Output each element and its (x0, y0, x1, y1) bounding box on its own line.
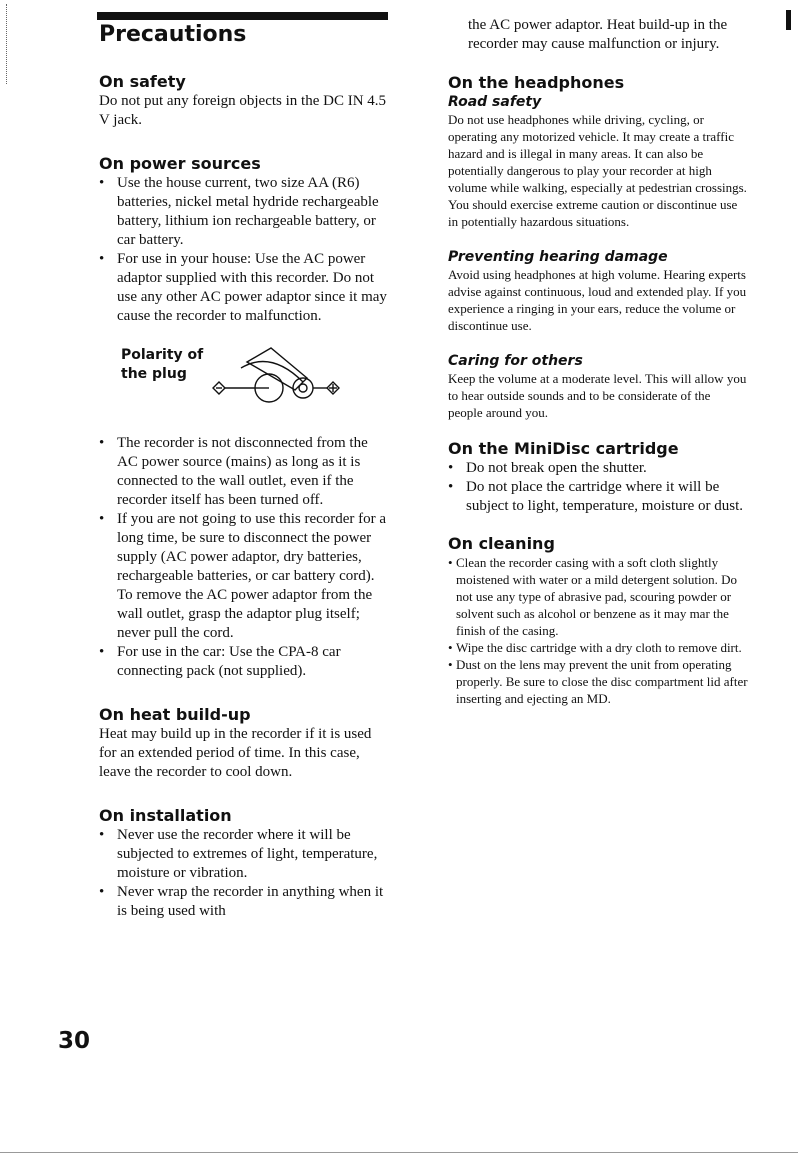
section-installation (99, 806, 391, 921)
page-title: Precautions (99, 22, 247, 47)
binding-dots (6, 4, 9, 84)
header-rule (97, 12, 388, 20)
list-item: • Clean the recorder casing with a soft cloth slightly moistened with water or a mild detergent solution. Do not use any type of abrasive pad, scouring powder or solvent such as alcohol or benzene as it may mar the finish of the casing. (448, 554, 748, 639)
section-heat (99, 705, 391, 782)
heat-text: Heat may build up in the recorder if it is used for an extended period of time. In this case, leave the recorder to cool down. (99, 726, 372, 780)
hearing-heading: Preventing hearing damage (448, 249, 668, 265)
edge-mark (786, 10, 791, 30)
list-item: • Wipe the disc cartridge with a dry cloth to remove dirt. (448, 639, 748, 656)
polarity-diagram (99, 346, 391, 416)
bottom-rule (0, 1152, 798, 1153)
list-item: • If you are not going to use this recorder for a long time, be sure to disconnect the power supply (AC power adaptor, dry batteries, rechargeable batteries, or car battery cord). To remove the AC power adaptor from the wall outlet, grasp the adaptor plug itself; never pull the cord. (99, 510, 391, 643)
section-power (99, 154, 391, 681)
hearing-text: Avoid using headphones at high volume. Hearing experts advise against continuous, loud and extended play. If you experience a ringing in your ears, reduce the volume or discontinue use. (448, 267, 747, 333)
minidisc-list (448, 459, 748, 516)
section-cleaning (448, 534, 748, 707)
section-minidisc (448, 439, 748, 516)
list-item: • For use in your house: Use the AC power adaptor supplied with this recorder. Do not use any other AC power adaptor since it may cause the recorder to malfunction. (99, 250, 391, 326)
installation-continued: the AC power adaptor. Heat build-up in the recorder may cause malfunction or injury. (468, 17, 728, 52)
plug-polarity-icon (211, 342, 341, 408)
section-headphones (448, 73, 748, 421)
others-heading: Caring for others (448, 353, 583, 369)
list-item: • Do not break open the shutter. (448, 459, 748, 478)
headphones-heading: On the headphones (448, 73, 625, 92)
list-item: • For use in the car: Use the CPA-8 car connecting pack (not supplied). (99, 643, 391, 681)
power-list (99, 174, 391, 326)
minidisc-heading: On the MiniDisc cartridge (448, 439, 679, 458)
list-item: • Never wrap the recorder in anything when it is being used with (99, 883, 391, 921)
power-list-2 (99, 434, 391, 681)
right-column (448, 16, 748, 707)
list-item: • Dust on the lens may prevent the unit from operating properly. Be sure to close the disc compartment lid after inserting and ejecting an MD. (448, 656, 748, 707)
cleaning-heading: On cleaning (448, 534, 555, 553)
list-item: • Use the house current, two size AA (R6) batteries, nickel metal hydride rechargeable battery, lithium ion rechargeable battery, or car battery. (99, 174, 391, 250)
installation-list (99, 826, 391, 921)
polarity-label: Polarity of the plug (121, 347, 204, 382)
road-safety-heading: Road safety (448, 94, 542, 110)
power-heading: On power sources (99, 154, 261, 173)
road-safety-text: Do not use headphones while driving, cycling, or operating any motorized vehicle. It may create a traffic hazard and is illegal in many areas. It can also be potentially dangerous to play your recorder at high volume while walking, especially at pedestrian crossings. You should exercise extreme caution or discontinue use in potentially hazardous situations. (448, 112, 747, 229)
page-number: 30 (58, 1028, 91, 1054)
installation-heading: On installation (99, 806, 232, 825)
safety-text: Do not put any foreign objects in the DC IN 4.5 V jack. (99, 93, 387, 128)
others-text: Keep the volume at a moderate level. This will allow you to hear outside sounds and to be considerate of the people around you. (448, 371, 747, 420)
section-safety (99, 72, 391, 130)
left-column (99, 72, 391, 921)
safety-heading: On safety (99, 72, 186, 91)
list-item: • Do not place the cartridge where it will be subject to light, temperature, moisture or dust. (448, 478, 748, 516)
cleaning-list (448, 554, 748, 707)
list-item: • Never use the recorder where it will be subjected to extremes of light, temperature, moisture or vibration. (99, 826, 391, 883)
heat-heading: On heat build-up (99, 705, 251, 724)
list-item: • The recorder is not disconnected from the AC power source (mains) as long as it is connected to the wall outlet, even if the recorder itself has been turned off. (99, 434, 391, 510)
